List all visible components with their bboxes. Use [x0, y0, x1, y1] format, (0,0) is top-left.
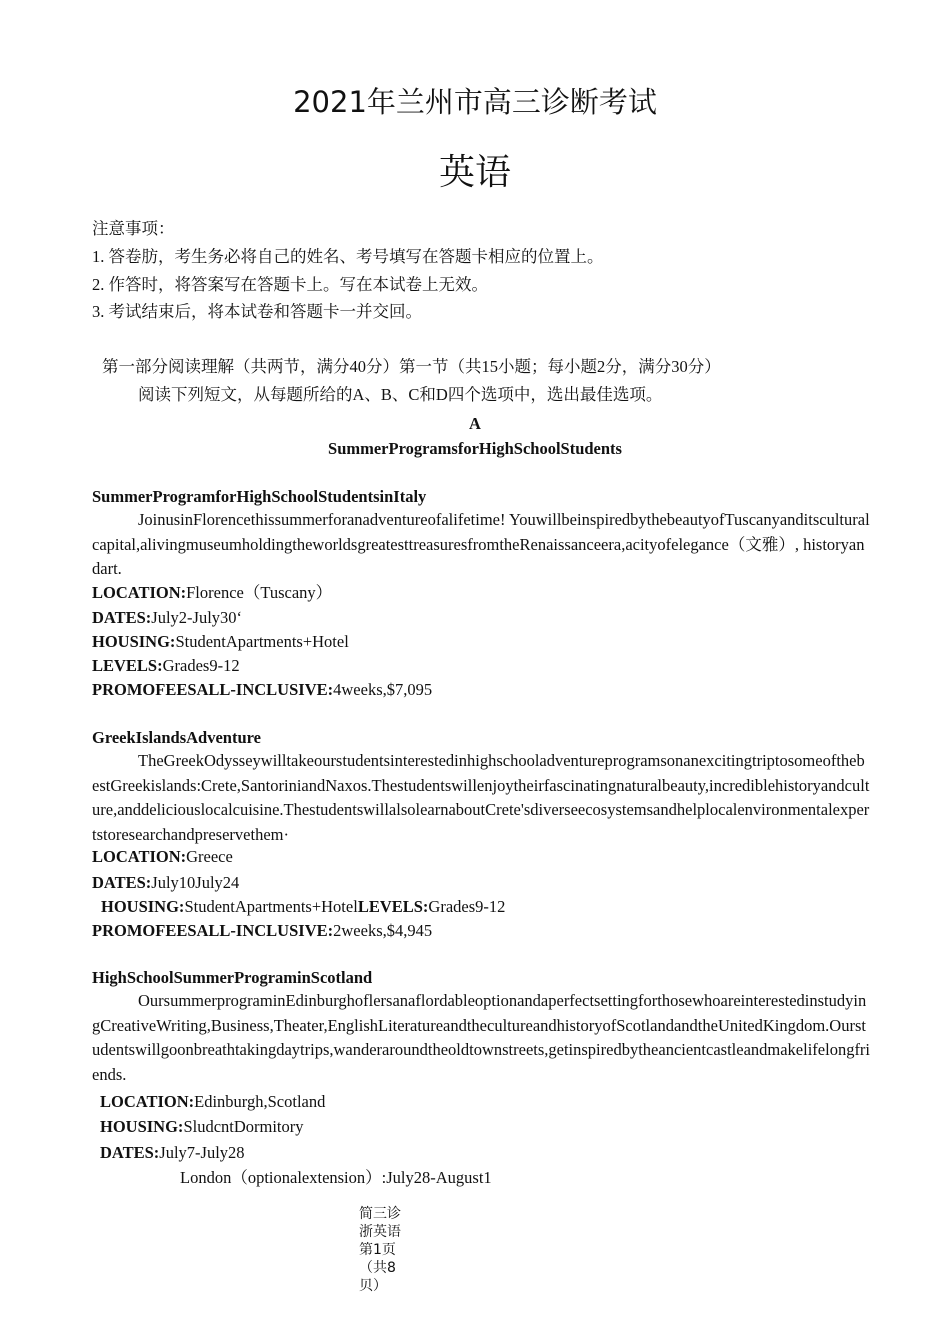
passage-letter: A — [469, 414, 481, 433]
program-title: HighSchoolSummerPrograminScotland — [92, 968, 373, 987]
program-location: LOCATION:Florence（Tuscany） — [92, 583, 333, 602]
program-extension: London（optionalextension）:July28-August1 — [180, 1168, 492, 1187]
program-title: SummerProgramforHighSchoolStudentsinItaly — [92, 487, 427, 506]
program-fees: PROMOFEESALL-INCLUSIVE:4weeks,$7,095 — [92, 680, 433, 699]
section-instruction: 阅读下列短文，从每题所给的A、B、C和D四个选项中，选出最佳选项。 — [138, 385, 663, 404]
notes-item-2: 2. 作答时，将答案写在答题卡上。写在本试卷上无效。 — [92, 275, 488, 294]
notes-item-3: 3. 考试结束后，将本试卷和答题卡一并交回。 — [92, 302, 422, 321]
program-dates: DATES:July10July24 — [92, 873, 240, 892]
notes-heading: 注意事项： — [92, 219, 175, 238]
program-fees: PROMOFEESALL-INCLUSIVE:2weeks,$4,945 — [92, 921, 433, 940]
notes-item-1: 1. 答卷肪，考生务必将自己的姓名、考号填写在答题卡相应的位置上。 — [92, 247, 604, 266]
program-dates: DATES:July7-July28 — [100, 1143, 245, 1162]
program-description: TheGreekOdysseywilltakeourstudentsinterestedinhighschooladventureprogramsonanexcitingtriptosomeofthebestGreekislands:Crete,SantoriniandNaxos.Thestudentswillenjoytheirfascinatingnaturalbeauty,incrediblehistoryandculture,anddeliciouslocalcuisine.ThestudentswillalsolearnaboutCrete'sdiverseecosystemsandhelplocalenvironmentalexpertstoresearchandpreservethem· — [92, 751, 870, 844]
subject-title: 英语 — [438, 152, 511, 193]
program-location: LOCATION:Edinburgh,Scotland — [100, 1092, 326, 1111]
program-housing: HOUSING:StudentApartments+Hotel — [92, 632, 349, 651]
section-heading: 第一部分阅读理解（共两节，满分40分）第一节（共15小题；每小题2分，满分30分） — [102, 357, 721, 376]
page-footer: 简三诊浙英语第1页（共8贝） — [359, 1206, 401, 1294]
program-housing-levels: HOUSING:StudentApartments+HotelLEVELS:Grades9-12 — [101, 897, 506, 916]
program-description: OursummerprograminEdinburghoflersanaflordableoptionandaperfectsettingforthosewhoareinterestedinstudyingCreativeWriting,Business,Theater,EnglishLiteratureandthecultureandhistoryofScotlandandtheUnitedKingdom.Ourstudentswillgoonbreathtakingdaytrips,wanderaroundtheoldtownstreets,getinspiredbytheancientcastleandmakelifelongfriends. — [92, 991, 871, 1084]
passage-title: SummerProgramsforHighSchoolStudents — [328, 439, 622, 458]
program-description: JoinusinFlorencethissummerforanadventureofalifetime! YouwillbeinspiredbythebeautyofTuscanyanditsculturalcapital,alivingmuseumholdingtheworldsgreatesttreasuresfromtheRenaissanceera,acityofelegance（文雅）, historyandart. — [92, 510, 870, 578]
program-dates: DATES:July2-July30‘ — [92, 608, 243, 627]
exam-title: 2021年兰州市高三诊断考试 — [293, 85, 657, 119]
program-housing: HOUSING:SludcntDormitory — [100, 1117, 304, 1136]
program-levels: LEVELS:Grades9-12 — [92, 656, 240, 675]
program-location: LOCATION:Greece — [92, 847, 233, 866]
program-title: GreekIslandsAdventure — [92, 728, 261, 747]
